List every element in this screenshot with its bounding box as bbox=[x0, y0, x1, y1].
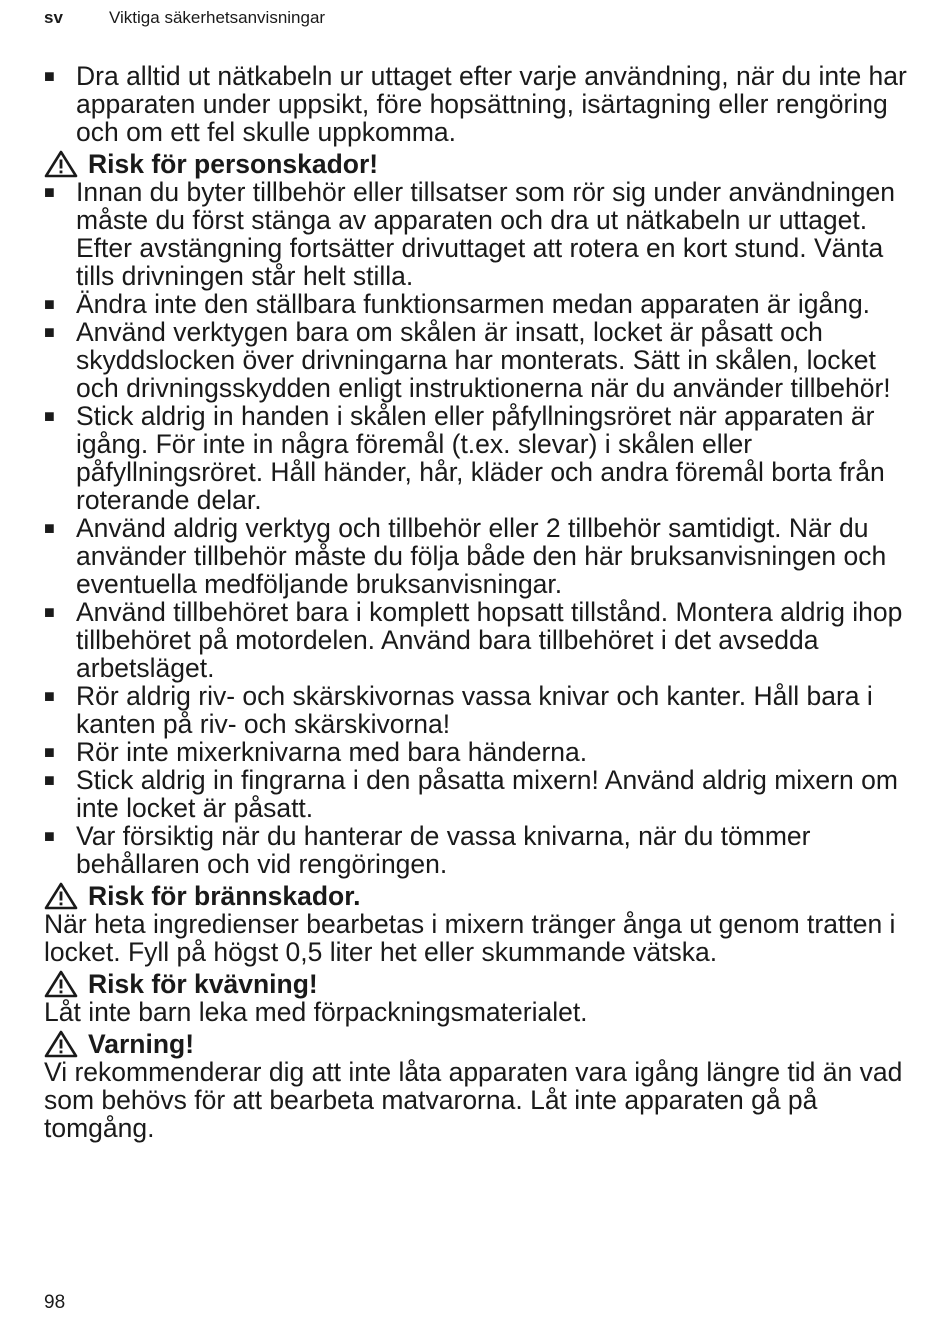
burn-text: När heta ingredienser bearbetas i mixern tränger ånga ut genom tratten i locket. Fyll på högst 0,5 liter het eller skummande vätska. bbox=[44, 909, 896, 967]
list-item bbox=[44, 822, 924, 878]
bullet: ■ bbox=[44, 66, 55, 86]
bullet: ■ bbox=[44, 742, 55, 762]
list-item-text: Innan du byter tillbehör eller tillsatser som rör sig under användningen måste du först stänga av apparaten och dra ut nätkabeln ur uttaget. Efter avstängning fortsätter drivuttaget att rotera en kort stund. Vänta tills drivningen står helt stilla. bbox=[76, 177, 896, 291]
bullet: ■ bbox=[44, 602, 55, 622]
page-number: 98 bbox=[44, 1292, 66, 1313]
warning-triangle-icon bbox=[44, 882, 78, 910]
list-item bbox=[44, 290, 924, 318]
bullet: ■ bbox=[44, 686, 55, 706]
heading-text: Risk för kvävning! bbox=[88, 969, 318, 999]
warning-heading bbox=[44, 1030, 924, 1058]
list-item bbox=[44, 738, 924, 766]
list-item bbox=[44, 178, 924, 290]
list-item bbox=[44, 598, 924, 682]
list-item-text: Stick aldrig in handen i skålen eller påfyllningsröret när apparaten är igång. För inte in några föremål (t.ex. slevar) i skålen eller påfyllningsröret. Håll händer, hår, kläder och andra föremål borta från roterande delar. bbox=[76, 401, 885, 515]
list-item bbox=[44, 62, 924, 146]
language-code: sv bbox=[44, 8, 63, 27]
list-item-text: Stick aldrig in fingrarna i den påsatta mixern! Använd aldrig mixern om inte locket är påsatt. bbox=[76, 765, 898, 823]
personal-injury-heading bbox=[44, 150, 924, 178]
list-item-text: Rör inte mixerknivarna med bara händerna. bbox=[76, 737, 588, 767]
list-item-text: Använd aldrig verktyg och tillbehör eller 2 tillbehör samtidigt. När du använder tillbehör måste du följa både den här bruksanvisningen och eventuella medföljande bruksanvisningar. bbox=[76, 513, 887, 599]
header-title: Viktiga säkerhetsanvisningar bbox=[109, 8, 326, 27]
list-item-text: Ändra inte den ställbara funktionsarmen medan apparaten är igång. bbox=[76, 289, 871, 319]
bullet: ■ bbox=[44, 518, 55, 538]
heading-text: Varning! bbox=[88, 1029, 195, 1059]
list-item bbox=[44, 402, 924, 514]
suffocation-heading bbox=[44, 970, 924, 998]
list-item-text: Rör aldrig riv- och skärskivornas vassa knivar och kanter. Håll bara i kanten på riv- och skärskivorna! bbox=[76, 681, 873, 739]
heading-text: Risk för personskador! bbox=[88, 149, 379, 179]
document-body bbox=[44, 62, 924, 1142]
warning-triangle-icon bbox=[44, 1030, 78, 1058]
warning-text: Vi rekommenderar dig att inte låta apparaten vara igång längre tid än vad som behövs för att bearbeta matvarorna. Låt inte apparaten gå på tomgång. bbox=[44, 1057, 903, 1143]
bullet: ■ bbox=[44, 770, 55, 790]
bullet: ■ bbox=[44, 182, 55, 202]
bullet: ■ bbox=[44, 406, 55, 426]
list-item bbox=[44, 766, 924, 822]
heading-text: Risk för brännskador. bbox=[88, 881, 361, 911]
bullet: ■ bbox=[44, 322, 55, 342]
warning-triangle-icon bbox=[44, 150, 78, 178]
list-item-text: Använd verktygen bara om skålen är insatt, locket är påsatt och skyddslocken över drivningarna har monterats. Sätt in skålen, locket och drivningsskydden enligt instruktionerna när du använder tillbehör! bbox=[76, 317, 891, 403]
burn-heading bbox=[44, 882, 924, 910]
page-header bbox=[44, 8, 325, 28]
list-item-text: Dra alltid ut nätkabeln ur uttaget efter varje användning, när du inte har apparaten under uppsikt, före hopsättning, isärtagning eller rengöring och om ett fel skulle uppkomma. bbox=[76, 61, 907, 147]
warning-triangle-icon bbox=[44, 970, 78, 998]
list-item bbox=[44, 514, 924, 598]
list-item-text: Använd tillbehöret bara i komplett hopsatt tillstånd. Montera aldrig ihop tillbehöret på motordelen. Använd bara tillbehöret i det avsedda arbetsläget. bbox=[76, 597, 903, 683]
suffocation-text: Låt inte barn leka med förpackningsmaterialet. bbox=[44, 997, 588, 1027]
list-item bbox=[44, 682, 924, 738]
bullet: ■ bbox=[44, 826, 55, 846]
personal-injury-list bbox=[44, 178, 924, 878]
bullet: ■ bbox=[44, 294, 55, 314]
list-item-text: Var försiktig när du hanterar de vassa knivarna, när du tömmer behållaren och vid rengöringen. bbox=[76, 821, 811, 879]
list-item bbox=[44, 318, 924, 402]
